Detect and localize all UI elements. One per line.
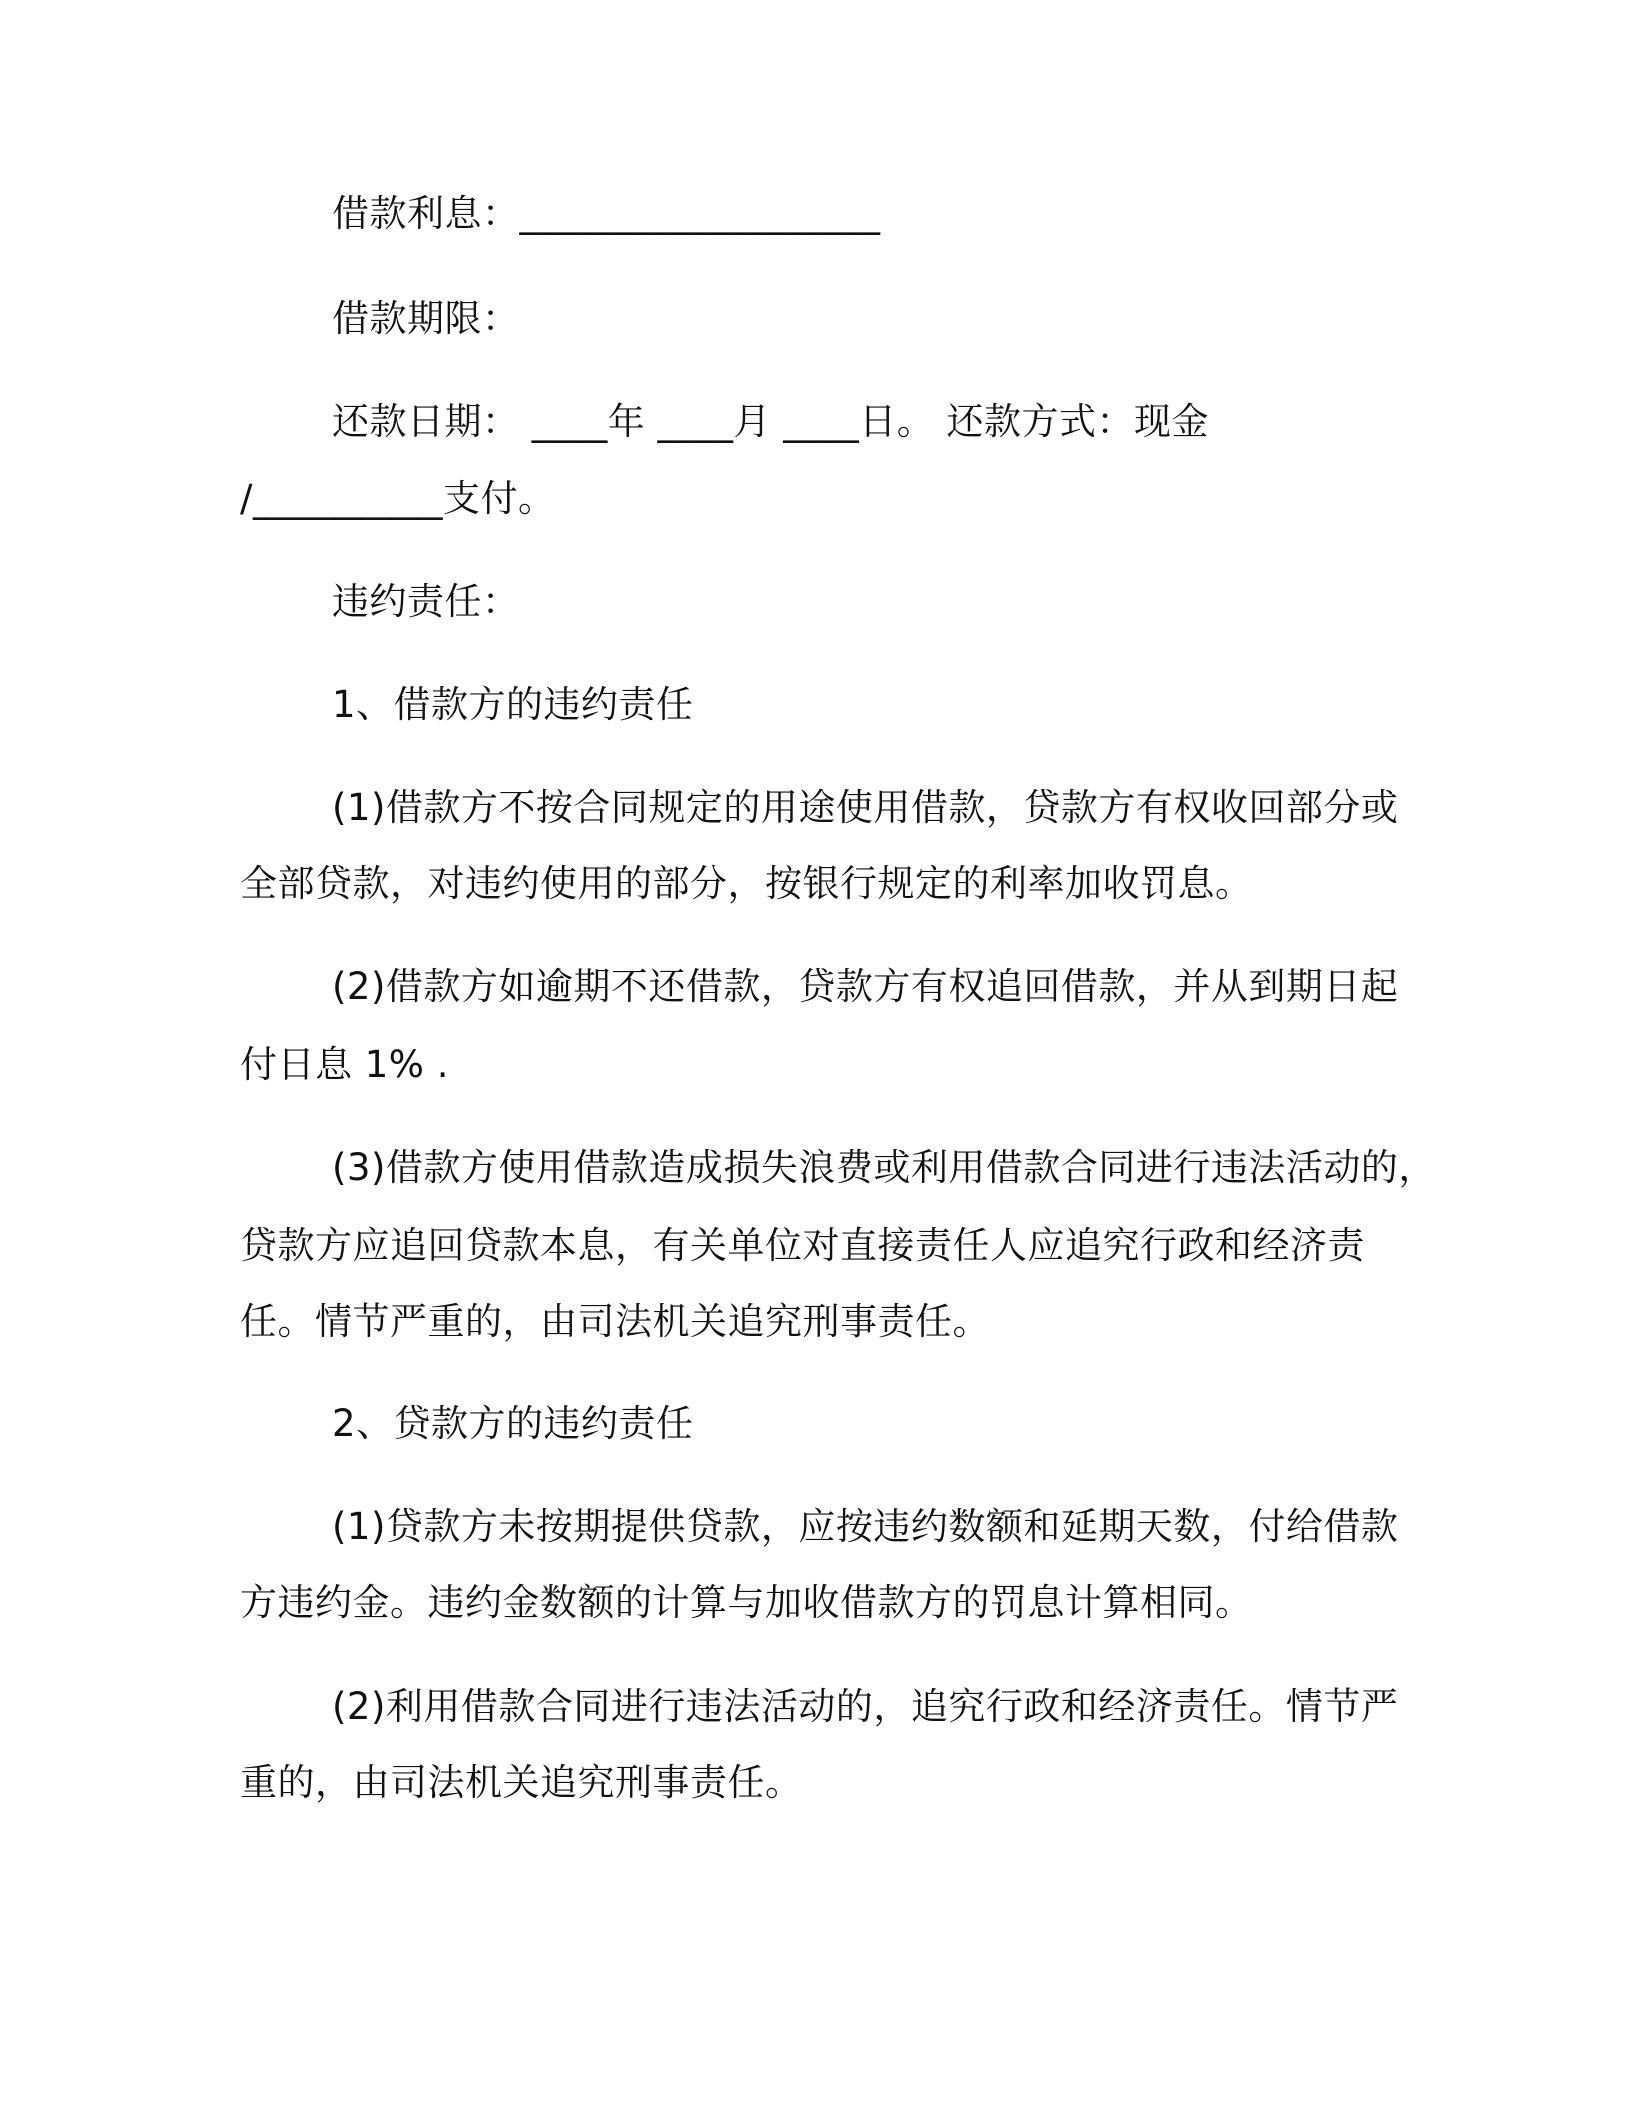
- repayment-method-line: /__________支付。: [240, 477, 556, 520]
- borrower-clause-1-line-1: (1)借款方不按合同规定的用途使用借款，贷款方有权收回部分或: [332, 786, 1399, 829]
- breach-liability-heading: 违约责任：: [332, 580, 520, 623]
- lender-clause-1-line-1: (1)贷款方未按期提供贷款，应按违约数额和延期天数，付给借款: [332, 1505, 1399, 1548]
- borrower-clause-1-line-2: 全部贷款，对违约使用的部分，按银行规定的利率加收罚息。: [240, 862, 1253, 905]
- borrower-liability-heading: 1、借款方的违约责任: [332, 683, 694, 726]
- borrower-clause-3-line-3: 任。情节严重的，由司法机关追究刑事责任。: [240, 1300, 990, 1343]
- borrower-clause-2-line-1: (2)借款方如逾期不还借款，贷款方有权追回借款，并从到期日起: [332, 965, 1399, 1008]
- borrower-clause-2-line-2: 付日息 1% .: [240, 1043, 449, 1086]
- lender-clause-2-line-2: 重的，由司法机关追究刑事责任。: [240, 1761, 803, 1804]
- lender-liability-heading: 2、贷款方的违约责任: [332, 1402, 694, 1445]
- repayment-date-line: 还款日期： ____年 ____月 ____日。 还款方式：现金: [332, 400, 1210, 443]
- loan-interest-line: 借款利息：___________________: [332, 192, 881, 235]
- borrower-clause-3-line-1: (3)借款方使用借款造成损失浪费或利用借款合同进行违法活动的，: [332, 1146, 1436, 1189]
- lender-clause-2-line-1: (2)利用借款合同进行违法活动的，追究行政和经济责任。情节严: [332, 1685, 1399, 1728]
- loan-term-line: 借款期限：: [332, 297, 520, 340]
- lender-clause-1-line-2: 方违约金。违约金数额的计算与加收借款方的罚息计算相同。: [240, 1581, 1253, 1624]
- borrower-clause-3-line-2: 贷款方应追回贷款本息，有关单位对直接责任人应追究行政和经济责: [240, 1224, 1365, 1267]
